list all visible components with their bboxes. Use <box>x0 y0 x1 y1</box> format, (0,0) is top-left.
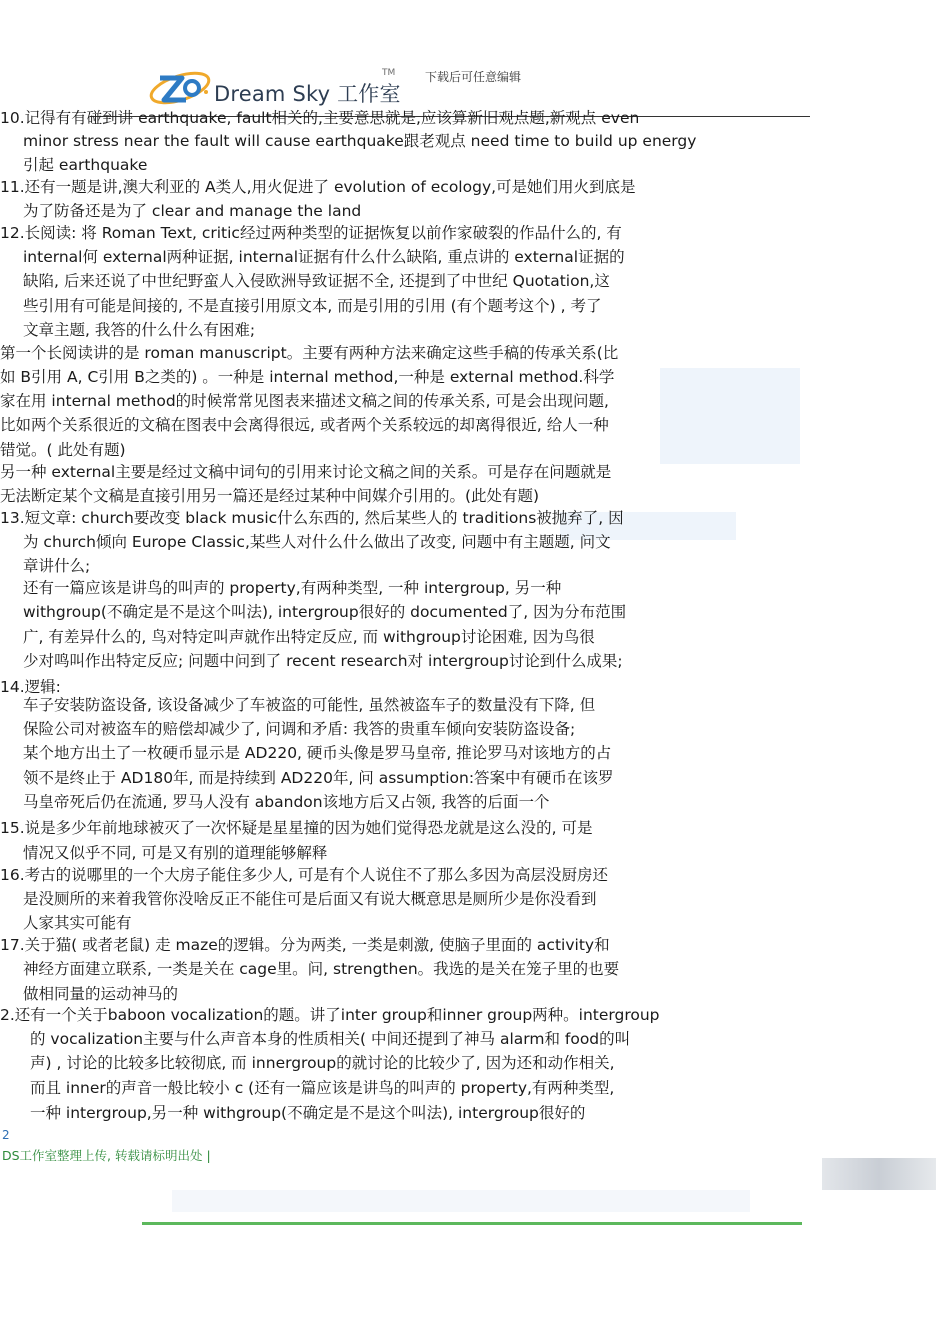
footer-decoration <box>822 1158 936 1190</box>
text-line: 无法断定某个文稿是直接引用另一篇还是经过某种中间媒介引用的。(此处有题) <box>0 487 540 505</box>
text-line: 文章主题, 我答的什么什么有困难; <box>23 321 256 339</box>
text-line: 而且 inner的声音一般比较小 c (还有一篇应该是讲鸟的叫声的 property,有两种类型, <box>30 1079 615 1097</box>
text-line: 11.还有一题是讲,澳大利亚的 A类人,用火促进了 evolution of ecology,可是她们用火到底是 <box>0 178 636 196</box>
text-line: 为 church倾向 Europe Classic,某些人对什么什么做出了改变, 问题中有主题题, 问文 <box>23 533 611 551</box>
text-line: 一种 intergroup,另一种 withgroup(不确定是不是这个叫法), intergroup很好的 <box>30 1104 586 1122</box>
text-line: 做相同量的运动神马的 <box>23 985 179 1003</box>
text-line: 比如两个关系很近的文稿在图表中会离得很远, 或者两个关系较远的却离得很近, 给人一种 <box>0 416 609 434</box>
text-line: minor stress near the fault will cause earthquake跟老观点 need time to build up energy <box>23 132 697 150</box>
text-line: 声) , 讨论的比较多比较彻底, 而 innergroup的就讨论的比较少了, 因为还和动作相关, <box>30 1054 615 1072</box>
text-line: 17.关于猫( 或者老鼠) 走 maze的逻辑。分为两类, 一类是刺激, 使脑子里面的 activity和 <box>0 936 610 954</box>
text-line: 的 vocalization主要与什么声音本身的性质相关( 中间还提到了神马 alarm和 food的叫 <box>30 1030 631 1048</box>
text-line: 另一种 external主要是经过文稿中词句的引用来讨论文稿之间的关系。可是存在问题就是 <box>0 463 612 481</box>
text-line: 人家其实可能有 <box>23 914 132 932</box>
footer-note: DS工作室整理上传, 转载请标明出处 | <box>2 1148 211 1163</box>
text-line: 家在用 internal method的时候常常见图表来描述文稿之间的传承关系, 可是会出现问题, <box>0 392 609 410</box>
text-line: 马皇帝死后仍在流通, 罗马人没有 abandon该地方后又占领, 我答的后面一个 <box>23 793 550 811</box>
text-line: 车子安装防盗设备, 该设备减少了车被盗的可能性, 虽然被盗车子的数量没有下降, 但 <box>23 696 596 714</box>
page-number: 2 <box>2 1128 10 1142</box>
text-line: 10.记得有有碰到讲 earthquake, fault相关的,主要意思就是,应该算新旧观点题,新观点 even <box>0 109 640 127</box>
text-line: withgroup(不确定是不是这个叫法), intergroup很好的 documented了, 因为分布范围 <box>23 603 627 621</box>
text-line: 保险公司对被盗车的赔偿却减少了, 问调和矛盾: 我答的贵重车倾向安装防盗设备; <box>23 720 576 738</box>
header-note: 下载后可任意编辑 <box>425 70 522 84</box>
text-line: 引起 earthquake <box>23 156 148 174</box>
highlight-band <box>660 368 800 464</box>
footer-divider <box>142 1222 802 1225</box>
text-line: 少对鸣叫作出特定反应; 问题中问到了 recent research对 intergroup讨论到什么成果; <box>23 652 623 670</box>
text-line: 还有一篇应该是讲鸟的叫声的 property,有两种类型, 一种 intergroup, 另一种 <box>23 579 562 597</box>
text-line: 第一个长阅读讲的是 roman manuscript。主要有两种方法来确定这些手稿的传承关系(比 <box>0 344 619 362</box>
footer-decoration <box>172 1190 750 1212</box>
text-line: 如 B引用 A, C引用 B之类的) 。一种是 internal method,一种是 external method.科学 <box>0 368 615 386</box>
text-line: 些引用有可能是间接的, 不是直接引用原文本, 而是引用的引用 (有个题考这个) , 考了 <box>23 297 602 315</box>
text-line: 广, 有差异什么的, 鸟对特定叫声就作出特定反应, 而 withgroup讨论困难, 因为鸟很 <box>23 628 595 646</box>
text-line: 为了防备还是为了 clear and manage the land <box>23 202 362 220</box>
text-line: 15.说是多少年前地球被灭了一次怀疑是星星撞的因为她们觉得恐龙就是这么没的, 可是 <box>0 819 593 837</box>
text-line: 缺陷, 后来还说了中世纪野蛮人入侵欧洲导致证据不全, 还提到了中世纪 Quotation,这 <box>23 272 610 290</box>
text-line: 16.考古的说哪里的一个大房子能住多少人, 可是有个人说住不了那么多因为高层没厨房还 <box>0 866 609 884</box>
text-line: 12.长阅读: 将 Roman Text, critic经过两种类型的证据恢复以前作家破裂的作品什么的, 有 <box>0 224 622 242</box>
text-line: 章讲什么; <box>23 557 91 575</box>
text-line: 神经方面建立联系, 一类是关在 cage里。问, strengthen。我选的是关在笼子里的也要 <box>23 960 620 978</box>
logo-text: Dream Sky 工作室 <box>214 82 401 106</box>
text-line: 13.短文章: church要改变 black music什么东西的, 然后某些人的 traditions被抛弃了, 因 <box>0 509 624 527</box>
text-line: 14.逻辑: <box>0 678 61 696</box>
text-line: 情况又似乎不同, 可是又有别的道理能够解释 <box>23 844 328 862</box>
dream-sky-logo <box>146 66 406 114</box>
text-line: 领不是终止于 AD180年, 而是持续到 AD220年, 问 assumption:答案中有硬币在该罗 <box>23 769 614 787</box>
logo-trademark: TM <box>382 68 396 78</box>
text-line: internal何 external两种证据, internal证据有什么什么缺陷, 重点讲的 external证据的 <box>23 248 625 266</box>
text-line: 某个地方出土了一枚硬币显示是 AD220, 硬币头像是罗马皇帝, 推论罗马对该地方的占 <box>23 744 612 762</box>
text-line: 是没厕所的来着我管你没啥反正不能住可是后面又有说大概意思是厕所少是你没看到 <box>23 890 597 908</box>
text-line: 错觉。( 此处有题) <box>0 441 126 459</box>
text-line: 2.还有一个关于baboon vocalization的题。讲了inter group和inner group两种。intergroup <box>0 1006 660 1024</box>
logo-mark-icon <box>146 66 216 112</box>
